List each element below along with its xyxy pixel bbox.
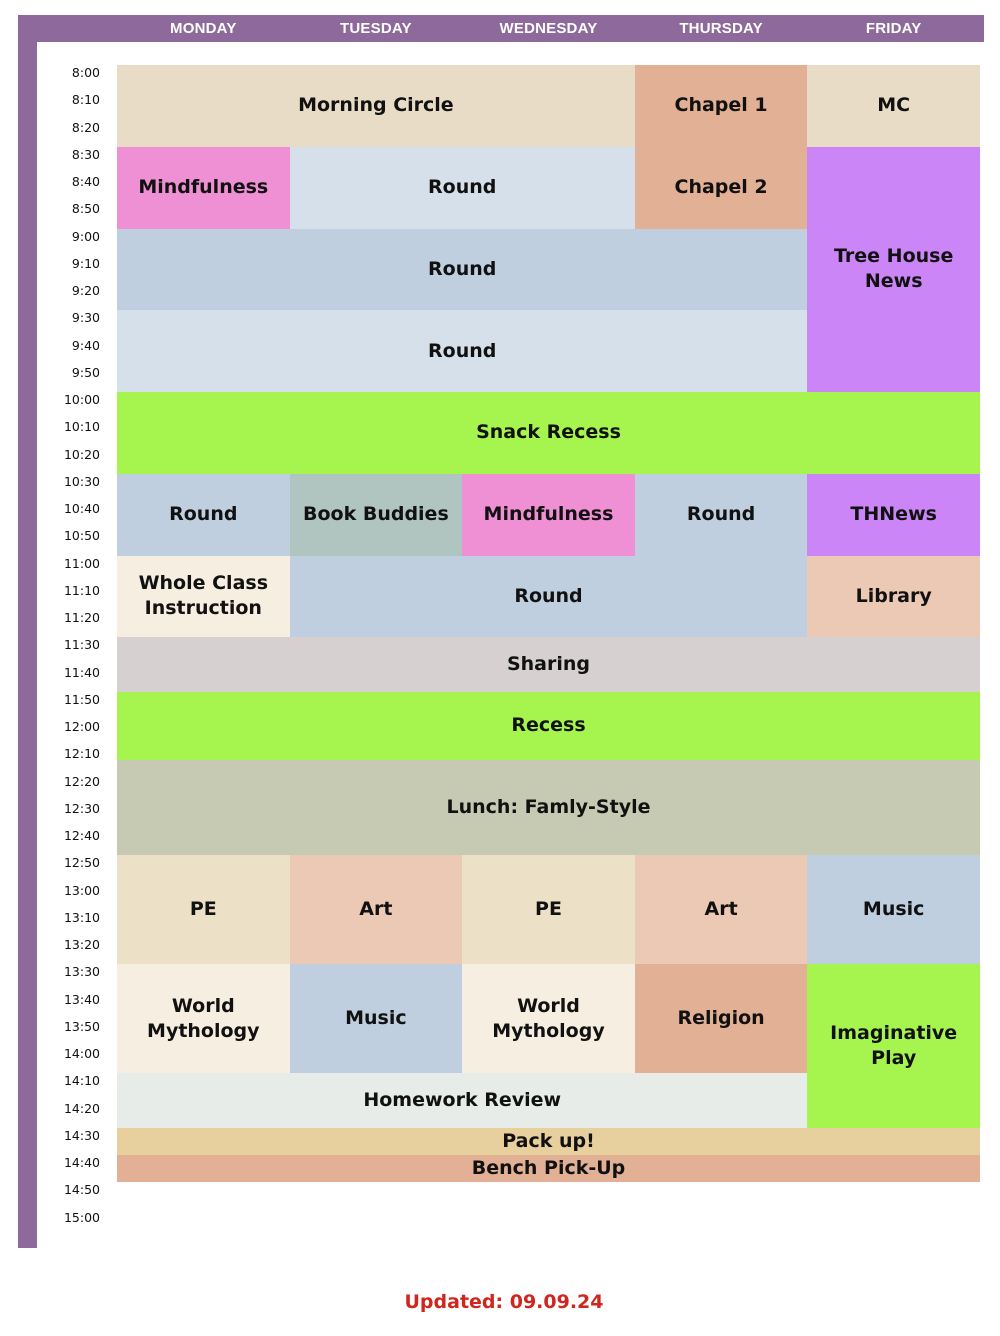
schedule-block-imaginative-play [807, 964, 980, 1128]
schedule-block-mindfulness-mon [117, 147, 290, 229]
time-label: 14:40 [63, 1155, 100, 1170]
block-label: Music [345, 1007, 407, 1030]
schedule-block-lunch [117, 760, 980, 855]
block-label: Music [862, 898, 925, 921]
block-label: Round [428, 339, 497, 362]
block-label: Round [428, 257, 497, 280]
schedule-block-pe-mon [117, 855, 290, 964]
schedule-block-religion [635, 964, 808, 1073]
block-label: Bench Pick-Up [471, 1157, 626, 1180]
left-frame-bar [18, 15, 37, 1248]
schedule-block-art-tue [290, 855, 463, 964]
day-header-monday: MONDAY [170, 20, 237, 37]
time-label: 13:30 [63, 964, 100, 980]
day-header-tuesday: TUESDAY [340, 20, 412, 37]
block-label: Snack Recess [476, 421, 621, 444]
block-label: PE [535, 898, 562, 921]
schedule-block-music-fri [807, 855, 980, 964]
time-label: 10:20 [63, 446, 100, 462]
schedule-block-art-thu [635, 855, 808, 964]
block-label: Tree House News [834, 245, 954, 293]
time-label: 8:10 [71, 92, 100, 108]
time-label: 10:40 [63, 501, 100, 516]
schedule-block-round-1100 [290, 556, 808, 638]
time-label: 14:10 [63, 1073, 100, 1089]
time-label: 13:40 [63, 991, 100, 1007]
time-label: 8:00 [71, 65, 100, 80]
time-label: 12:50 [63, 855, 100, 871]
schedule-block-chapel-2 [635, 147, 808, 229]
block-label: Round [686, 503, 756, 526]
block-label: Lunch: Famly-Style [446, 796, 651, 819]
block-label: Mindfulness [138, 176, 269, 199]
time-label: 9:00 [71, 228, 100, 244]
schedule-block-chapel-1 [635, 65, 808, 147]
time-label: 8:50 [71, 201, 100, 217]
time-label: 12:30 [63, 800, 100, 816]
schedule-block-round-930 [117, 310, 807, 392]
block-label: Book Buddies [303, 503, 449, 526]
schedule-block-book-buddies [290, 474, 463, 556]
block-label: World Mythology [492, 994, 605, 1042]
time-label: 14:30 [63, 1127, 100, 1143]
block-label: Imaginative Play [830, 1022, 958, 1069]
schedule-block-tree-house-news [807, 147, 980, 392]
block-label: Religion [677, 1007, 765, 1030]
time-label: 10:50 [63, 528, 100, 544]
day-header-wednesday: WEDNESDAY [499, 20, 598, 37]
schedule-block-round-tue-wed [290, 147, 635, 229]
block-label: Homework Review [363, 1089, 562, 1111]
time-label: 12:40 [63, 828, 100, 843]
time-label: 10:00 [63, 392, 100, 407]
block-label: THNews [850, 503, 937, 526]
day-header-thursday: THURSDAY [679, 20, 763, 37]
schedule-block-pe-wed [462, 855, 635, 964]
time-label: 13:50 [63, 1018, 100, 1034]
schedule-block-music-tue [290, 964, 463, 1073]
schedule-block-mindfulness-wed [462, 474, 635, 556]
time-label: 9:20 [71, 283, 100, 298]
time-label: 14:20 [63, 1100, 100, 1116]
block-label: MC [877, 94, 911, 117]
block-label: Art [704, 898, 738, 921]
time-label: 11:10 [63, 582, 100, 598]
schedule-block-recess [117, 692, 980, 760]
time-label: 9:10 [71, 255, 100, 271]
schedule-block-library [807, 556, 980, 638]
time-label: 15:00 [63, 1209, 100, 1225]
time-label: 12:20 [63, 773, 100, 789]
block-label: Chapel 1 [674, 94, 768, 117]
time-label: 14:00 [63, 1046, 100, 1061]
schedule-block-round-thu-1030 [635, 474, 808, 556]
block-label: Mindfulness [483, 503, 614, 526]
schedule-block-world-mythology-wed [462, 964, 635, 1073]
day-header-friday: FRIDAY [865, 20, 922, 37]
schedule-block-thnews [807, 474, 980, 556]
time-label: 10:10 [63, 419, 100, 435]
block-label: PE [189, 898, 217, 921]
time-label: 8:30 [71, 146, 100, 162]
time-label: 8:20 [71, 119, 100, 135]
updated-footer: Updated: 09.09.24 [404, 1291, 604, 1313]
schedule-block-pack-up [117, 1128, 980, 1155]
schedule-block-morning-circle [117, 65, 635, 147]
schedule-block-homework-review [117, 1073, 807, 1128]
time-label: 11:50 [63, 691, 100, 707]
time-label: 11:40 [63, 664, 100, 680]
block-label: World Mythology [147, 994, 260, 1042]
schedule-block-whole-class-instruction [117, 556, 290, 638]
time-label: 8:40 [71, 174, 100, 189]
time-label: 10:30 [63, 473, 100, 489]
time-label: 13:00 [63, 882, 100, 898]
schedule-block-mc [807, 65, 980, 147]
time-label: 13:20 [63, 937, 100, 952]
block-label: Round [514, 584, 583, 607]
block-label: Whole Class Instruction [138, 572, 269, 620]
schedule-block-sharing [117, 637, 980, 692]
block-label: Recess [511, 714, 586, 737]
time-label: 14:50 [63, 1182, 100, 1198]
time-label: 12:10 [63, 746, 100, 762]
block-label: Art [359, 898, 393, 921]
schedule-block-world-mythology-mon [117, 964, 290, 1073]
time-label: 11:30 [63, 637, 100, 653]
block-label: Chapel 2 [674, 176, 768, 199]
time-label: 9:50 [71, 364, 100, 380]
time-label: 11:20 [63, 610, 100, 625]
schedule-block-bench-pick-up [117, 1155, 980, 1182]
block-label: Round [428, 176, 497, 199]
time-label: 9:40 [71, 337, 100, 353]
block-label: Round [169, 503, 238, 526]
schedule-block-round-mon-1030 [117, 474, 290, 556]
block-label: Sharing [506, 653, 591, 675]
block-label: Library [855, 584, 932, 607]
schedule-block-round-900 [117, 229, 807, 311]
time-label: 13:10 [63, 909, 100, 925]
block-label: Morning Circle [298, 94, 454, 117]
time-label: 12:00 [63, 719, 100, 734]
schedule-block-snack-recess [117, 392, 980, 474]
time-label: 11:00 [63, 555, 100, 571]
block-label: Pack up! [502, 1129, 595, 1152]
time-label: 9:30 [71, 310, 100, 326]
